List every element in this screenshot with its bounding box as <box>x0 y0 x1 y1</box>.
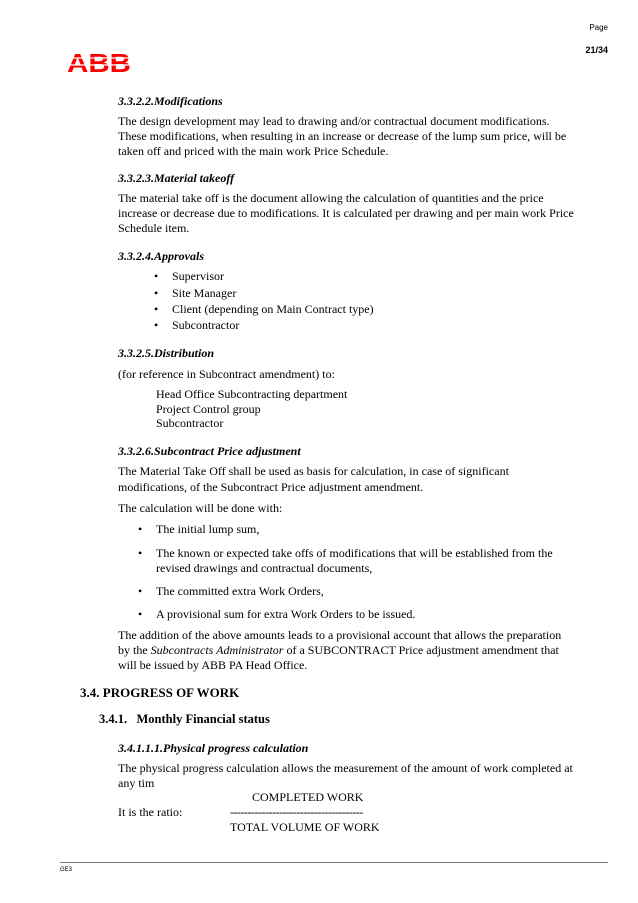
approvals-item: • Supervisor <box>154 269 224 284</box>
calculation-item-continuation: revised drawings and contractual documents, <box>156 561 373 575</box>
approvals-item: • Subcontractor <box>154 318 239 333</box>
ratio-numerator: COMPLETED WORK <box>252 790 364 804</box>
distribution-intro: (for reference in Subcontract amendment) to: <box>118 367 335 381</box>
heading-modifications: 3.3.2.2.Modifications <box>118 94 223 108</box>
physical-progress-line-2: any tim <box>118 776 155 790</box>
closing-line-2-pre: by the <box>118 643 151 657</box>
heading-price-adjustment: 3.3.2.6.Subcontract Price adjustment <box>118 444 301 458</box>
footer-code: GE3 <box>60 867 73 873</box>
adjustment-line-2: modifications, of the Subcontract Price adjustment amendment. <box>118 480 424 494</box>
closing-line-2 <box>118 643 559 658</box>
heading-material-takeoff: 3.3.2.3.Material takeoff <box>118 171 235 185</box>
footer-rule <box>60 862 608 863</box>
adjustment-line-1: The Material Take Off shall be used as basis for calculation, in case of significant <box>118 464 509 478</box>
modifications-line-2: These modifications, when resulting in an increase or decrease of the lump sum price, will be <box>118 129 567 143</box>
page-number: 21/34 <box>585 45 608 55</box>
closing-line-3: will be issued by ABB PA Head Office. <box>118 658 308 672</box>
ratio-fraction-bar: -------------------------------------- <box>230 805 363 819</box>
calculation-item: • A provisional sum for extra Work Orders to be issued. <box>138 607 415 622</box>
subcontracts-administrator-term: Subcontracts Administrator <box>150 643 284 657</box>
heading-distribution: 3.3.2.5.Distribution <box>118 346 215 360</box>
distribution-item: Head Office Subcontracting department <box>156 387 348 401</box>
calculation-item: • The initial lump sum, <box>138 522 259 537</box>
closing-line-2-post: of a SUBCONTRACT Price adjustment amendment that <box>283 643 559 657</box>
abb-logo-text: ABB <box>67 50 131 74</box>
takeoff-line-3: Schedule item. <box>118 221 190 235</box>
heading-approvals: 3.3.2.4.Approvals <box>118 249 205 263</box>
takeoff-line-2: increase or decrease due to modifications. It is calculated per drawing and per main work Price <box>118 206 574 220</box>
heading-physical-progress: 3.4.1.1.1.Physical progress calculation <box>118 741 309 755</box>
closing-line-1: The addition of the above amounts leads to a provisional account that allows the preparation <box>118 628 562 642</box>
distribution-item: Project Control group <box>156 402 261 416</box>
physical-progress-line-1: The physical progress calculation allows the measurement of the amount of work completed at <box>118 761 573 775</box>
takeoff-line-1: The material take off is the document allowing the calculation of quantities and the price <box>118 191 544 205</box>
calculation-intro: The calculation will be done with: <box>118 501 283 515</box>
heading-progress-of-work: 3.4. PROGRESS OF WORK <box>80 685 240 700</box>
modifications-line-1: The design development may lead to drawing and/or contractual document modifications. <box>118 114 550 128</box>
page-label: Page <box>589 23 608 32</box>
distribution-item: Subcontractor <box>156 416 224 430</box>
approvals-item: • Site Manager <box>154 286 236 301</box>
calculation-item: • The known or expected take offs of modifications that will be established from the <box>138 546 553 561</box>
abb-logo <box>67 50 131 74</box>
ratio-denominator: TOTAL VOLUME OF WORK <box>230 820 380 834</box>
ratio-label: It is the ratio: <box>118 805 183 819</box>
heading-monthly-financial-status: 3.4.1. Monthly Financial status <box>99 712 270 726</box>
approvals-item: • Client (depending on Main Contract type) <box>154 302 374 317</box>
calculation-item: • The committed extra Work Orders, <box>138 584 324 599</box>
modifications-line-3: taken off and priced with the main work Price Schedule. <box>118 144 389 158</box>
